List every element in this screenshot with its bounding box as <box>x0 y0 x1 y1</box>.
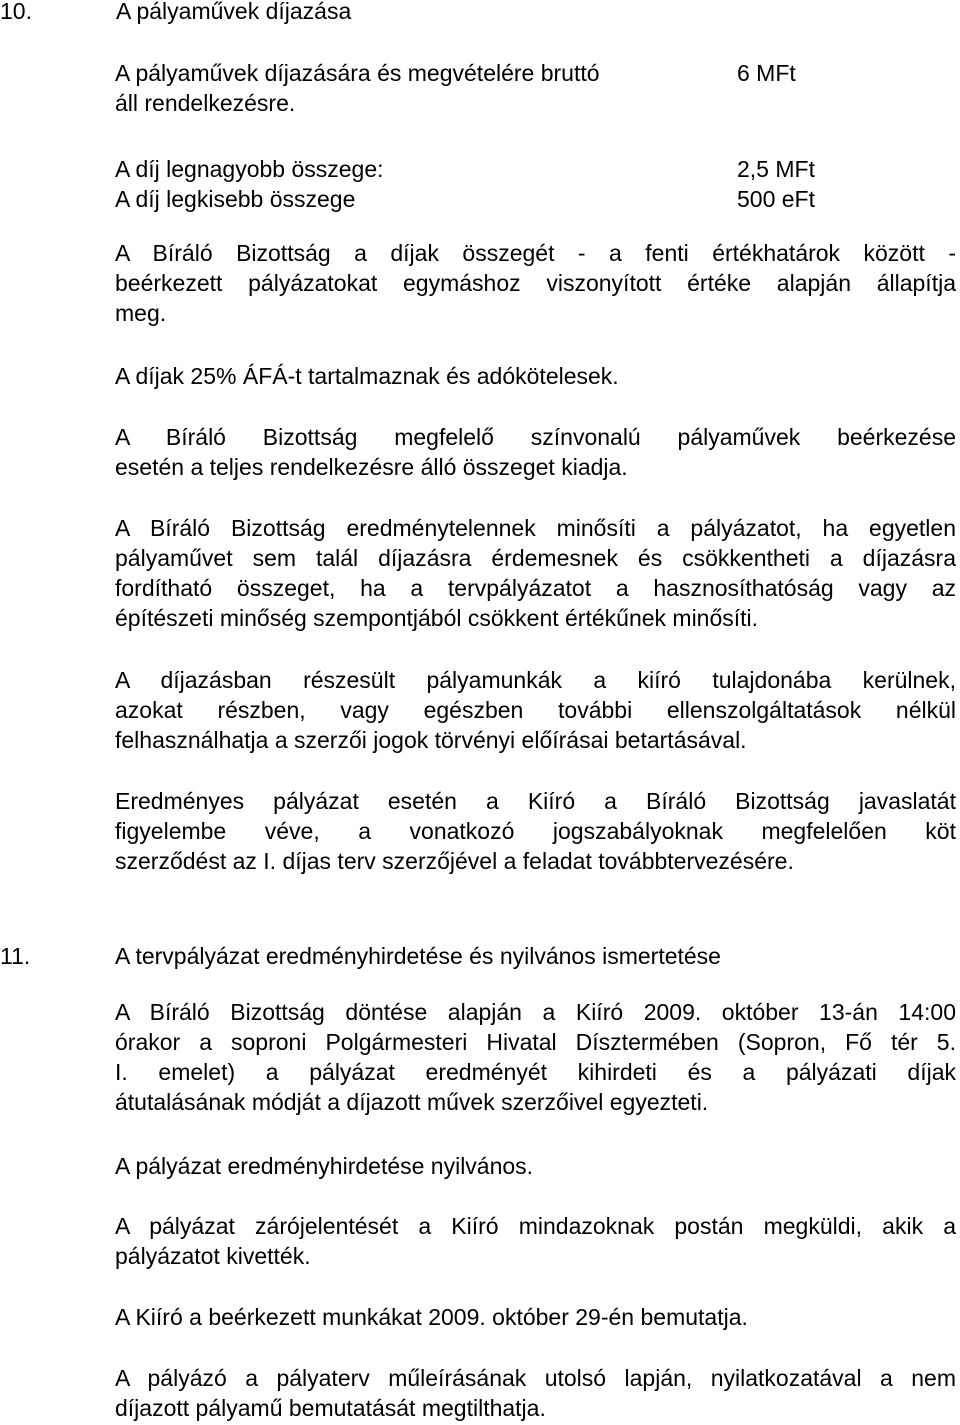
paragraph-line: A díjazásban részesült pályamunkák a kiíró tulajdonába kerülnek, <box>115 667 956 693</box>
section-title: A tervpályázat eredményhirdetése és nyilvános ismertetése <box>115 943 721 969</box>
paragraph-line: A Bíráló Bizottság eredménytelennek minősíti a pályázatot, ha egyetlen <box>115 515 956 541</box>
paragraph-full-payout <box>115 422 956 482</box>
paragraph-line: pályaművet sem talál díjazásra érdemesnek és csökkentheti a díjazásra <box>115 545 956 571</box>
paragraph-line: szerződést az I. díjas terv szerzőjével a feladat továbbtervezésére. <box>115 848 794 874</box>
paragraph-line: A Bíráló Bizottság megfelelő színvonalú pályaművek beérkezése <box>115 424 956 450</box>
section-title: A pályaművek díjazása <box>116 0 352 24</box>
paragraph-line: figyelembe véve, a vonatkozó jogszabályoknak megfelelően köt <box>115 818 956 844</box>
section-number: 11. <box>0 943 31 969</box>
total-budget-row-cont <box>115 88 960 118</box>
paragraph-line: meg. <box>115 300 167 326</box>
paragraph-announcement <box>115 997 956 1117</box>
paragraph-line: A Bíráló Bizottság a díjak összegét - a fenti értékhatárok között - <box>115 240 956 266</box>
paragraph-line: órakor a soproni Polgármesteri Hivatal Dísztermében (Sopron, Fő tér 5. <box>115 1029 956 1055</box>
max-prize-label: A díj legnagyobb összege: <box>115 156 384 182</box>
paragraph-line: A Kiíró a beérkezett munkákat 2009. október 29-én bemutatja. <box>115 1304 748 1330</box>
min-prize-value: 500 eFt <box>737 186 815 212</box>
max-prize-row <box>115 154 960 184</box>
paragraph-line: A Bíráló Bizottság döntése alapján a Kiíró 2009. október 13-án 14:00 <box>115 999 956 1025</box>
paragraph-line: fordítható összeget, ha a tervpályázatot a hasznosíthatóság vagy az <box>115 575 956 601</box>
paragraph-prohibit-display <box>115 1363 956 1423</box>
min-prize-label: A díj legkisebb összege <box>115 186 356 212</box>
section-number: 10. <box>0 0 32 24</box>
paragraph-line: A díjak 25% ÁFÁ-t tartalmaznak és adókötelesek. <box>115 363 619 389</box>
total-budget-value: 6 MFt <box>737 60 796 86</box>
prize-amounts <box>115 58 960 214</box>
paragraph-vat <box>115 361 956 391</box>
max-prize-value: 2,5 MFt <box>737 156 815 182</box>
paragraph-line: átutalásának módját a díjazott művek szerzőivel egyezteti. <box>115 1089 709 1115</box>
total-budget-row <box>115 58 960 88</box>
paragraph-line: beérkezett pályázatokat egymáshoz viszonyított értéke alapján állapítja <box>115 270 956 296</box>
min-prize-row <box>115 184 960 214</box>
total-budget-label-cont: áll rendelkezésre. <box>115 90 296 116</box>
spacer <box>115 118 960 154</box>
paragraph-line: esetén a teljes rendelkezésre álló összeget kiadja. <box>115 454 628 480</box>
paragraph-public <box>115 1151 956 1181</box>
total-budget-label: A pályaművek díjazására és megvételére bruttó <box>115 60 600 86</box>
paragraph-ownership <box>115 665 956 755</box>
paragraph-prize-allocation <box>115 238 956 328</box>
paragraph-line: I. emelet) a pályázat eredményét kihirdeti és a pályázati díjak <box>115 1059 956 1085</box>
paragraph-line: pályázatot kivették. <box>115 1243 311 1269</box>
paragraph-line: díjazott pályamű bemutatását megtilthatja. <box>115 1395 546 1421</box>
paragraph-exhibition <box>115 1302 956 1332</box>
paragraph-line: azokat részben, vagy egészben további ellenszolgáltatások nélkül <box>115 697 956 723</box>
paragraph-line: A pályázat eredményhirdetése nyilvános. <box>115 1153 534 1179</box>
paragraph-contract <box>115 786 956 876</box>
paragraph-line: felhasználhatja a szerzői jogok törvényi előírásai betartásával. <box>115 727 747 753</box>
paragraph-line: Eredményes pályázat esetén a Kiíró a Bíráló Bizottság javaslatát <box>115 788 956 814</box>
paragraph-unsuccessful <box>115 513 956 633</box>
paragraph-final-report <box>115 1211 956 1271</box>
paragraph-line: A pályázat zárójelentését a Kiíró mindazoknak postán megküldi, akik a <box>115 1213 956 1239</box>
paragraph-line: építészeti minőség szempontjából csökkent értékűnek minősíti. <box>115 605 759 631</box>
paragraph-line: A pályázó a pályaterv műleírásának utolsó lapján, nyilatkozatával a nem <box>115 1365 956 1391</box>
